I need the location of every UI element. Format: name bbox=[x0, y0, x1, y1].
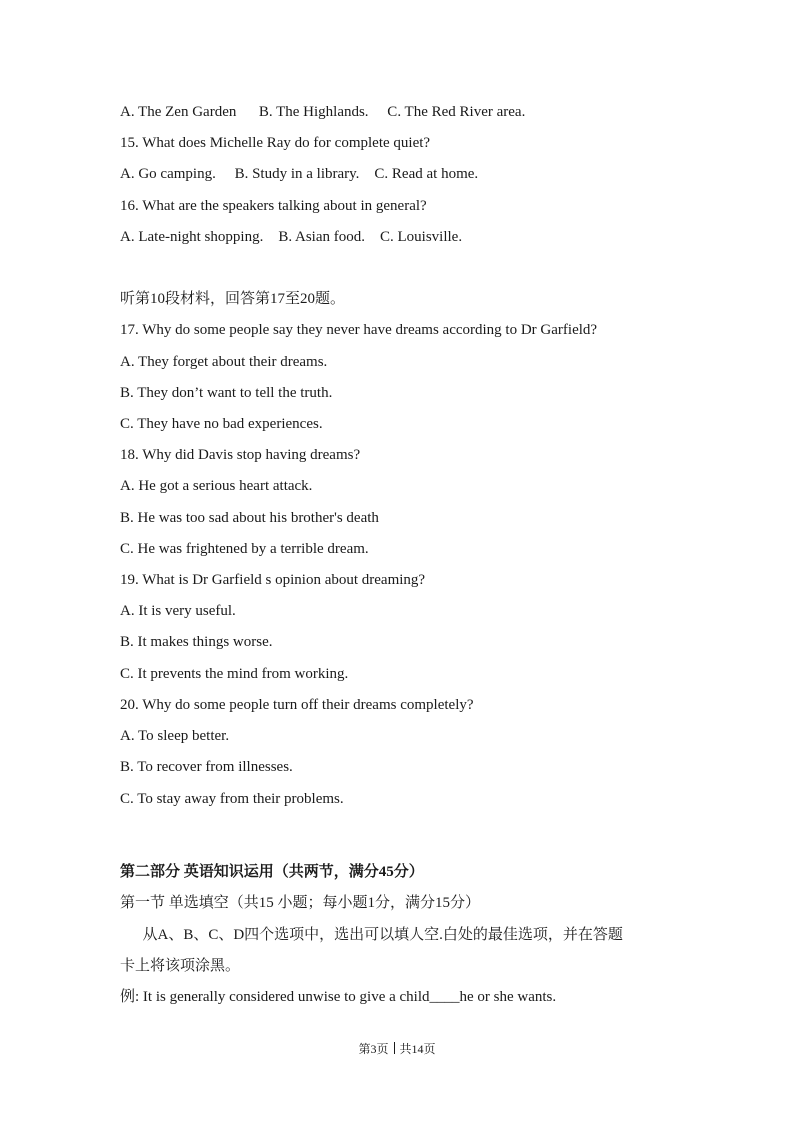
option-20b: B. To recover from illnesses. bbox=[120, 759, 293, 775]
page-line-options-16: A. Late-night shopping. B. Asian food. C. Louisville. bbox=[120, 229, 463, 245]
option-18a: A. He got a serious heart attack. bbox=[120, 478, 313, 494]
page-line-options-14: A. The Zen Garden B. The Highlands. C. The Red River area. bbox=[120, 104, 526, 120]
option-17c: C. They have no bad experiences. bbox=[120, 416, 323, 432]
example-sentence: 例: It is generally considered unwise to give a child____he or she wants. bbox=[120, 989, 557, 1005]
option-20c: C. To stay away from their problems. bbox=[120, 791, 344, 807]
option-18b: B. He was too sad about his brother's death bbox=[120, 510, 379, 526]
total-pages: 共14页 bbox=[399, 1042, 436, 1056]
option-19a: A. It is very useful. bbox=[120, 603, 236, 619]
question-16: 16. What are the speakers talking about in general? bbox=[120, 198, 427, 214]
footer-separator bbox=[394, 1042, 395, 1054]
page-footer bbox=[0, 1040, 794, 1058]
page-line-options-15: A. Go camping. B. Study in a library. C. Read at home. bbox=[120, 166, 479, 182]
section-one-heading: 第一节 单选填空（共15 小题；每小题1分，满分15分） bbox=[120, 895, 481, 911]
option-20a: A. To sleep better. bbox=[120, 728, 230, 744]
page-number: 第3页 bbox=[358, 1042, 389, 1056]
question-19: 19. What is Dr Garfield s opinion about dreaming? bbox=[120, 572, 426, 588]
option-19b: B. It makes things worse. bbox=[120, 634, 273, 650]
question-20: 20. Why do some people turn off their dreams completely? bbox=[120, 697, 474, 713]
directions-line-1: 从A、B、C、D四个选项中，选出可以填人空.白处的最佳选项，并在答题 bbox=[120, 927, 623, 943]
option-17b: B. They don’t want to tell the truth. bbox=[120, 385, 333, 401]
option-17a: A. They forget about their dreams. bbox=[120, 354, 328, 370]
option-18c: C. He was frightened by a terrible dream. bbox=[120, 541, 369, 557]
directions-line-2: 卡上将该项涂黑。 bbox=[120, 958, 241, 974]
part-two-heading: 第二部分 英语知识运用（共两节，满分45分） bbox=[120, 864, 424, 880]
question-18: 18. Why did Davis stop having dreams? bbox=[120, 447, 361, 463]
question-17: 17. Why do some people say they never have dreams according to Dr Garfield? bbox=[120, 322, 598, 338]
section-instruction: 听第10段材料，回答第17至20题。 bbox=[120, 291, 346, 307]
option-19c: C. It prevents the mind from working. bbox=[120, 666, 349, 682]
question-15: 15. What does Michelle Ray do for complete quiet? bbox=[120, 135, 431, 151]
